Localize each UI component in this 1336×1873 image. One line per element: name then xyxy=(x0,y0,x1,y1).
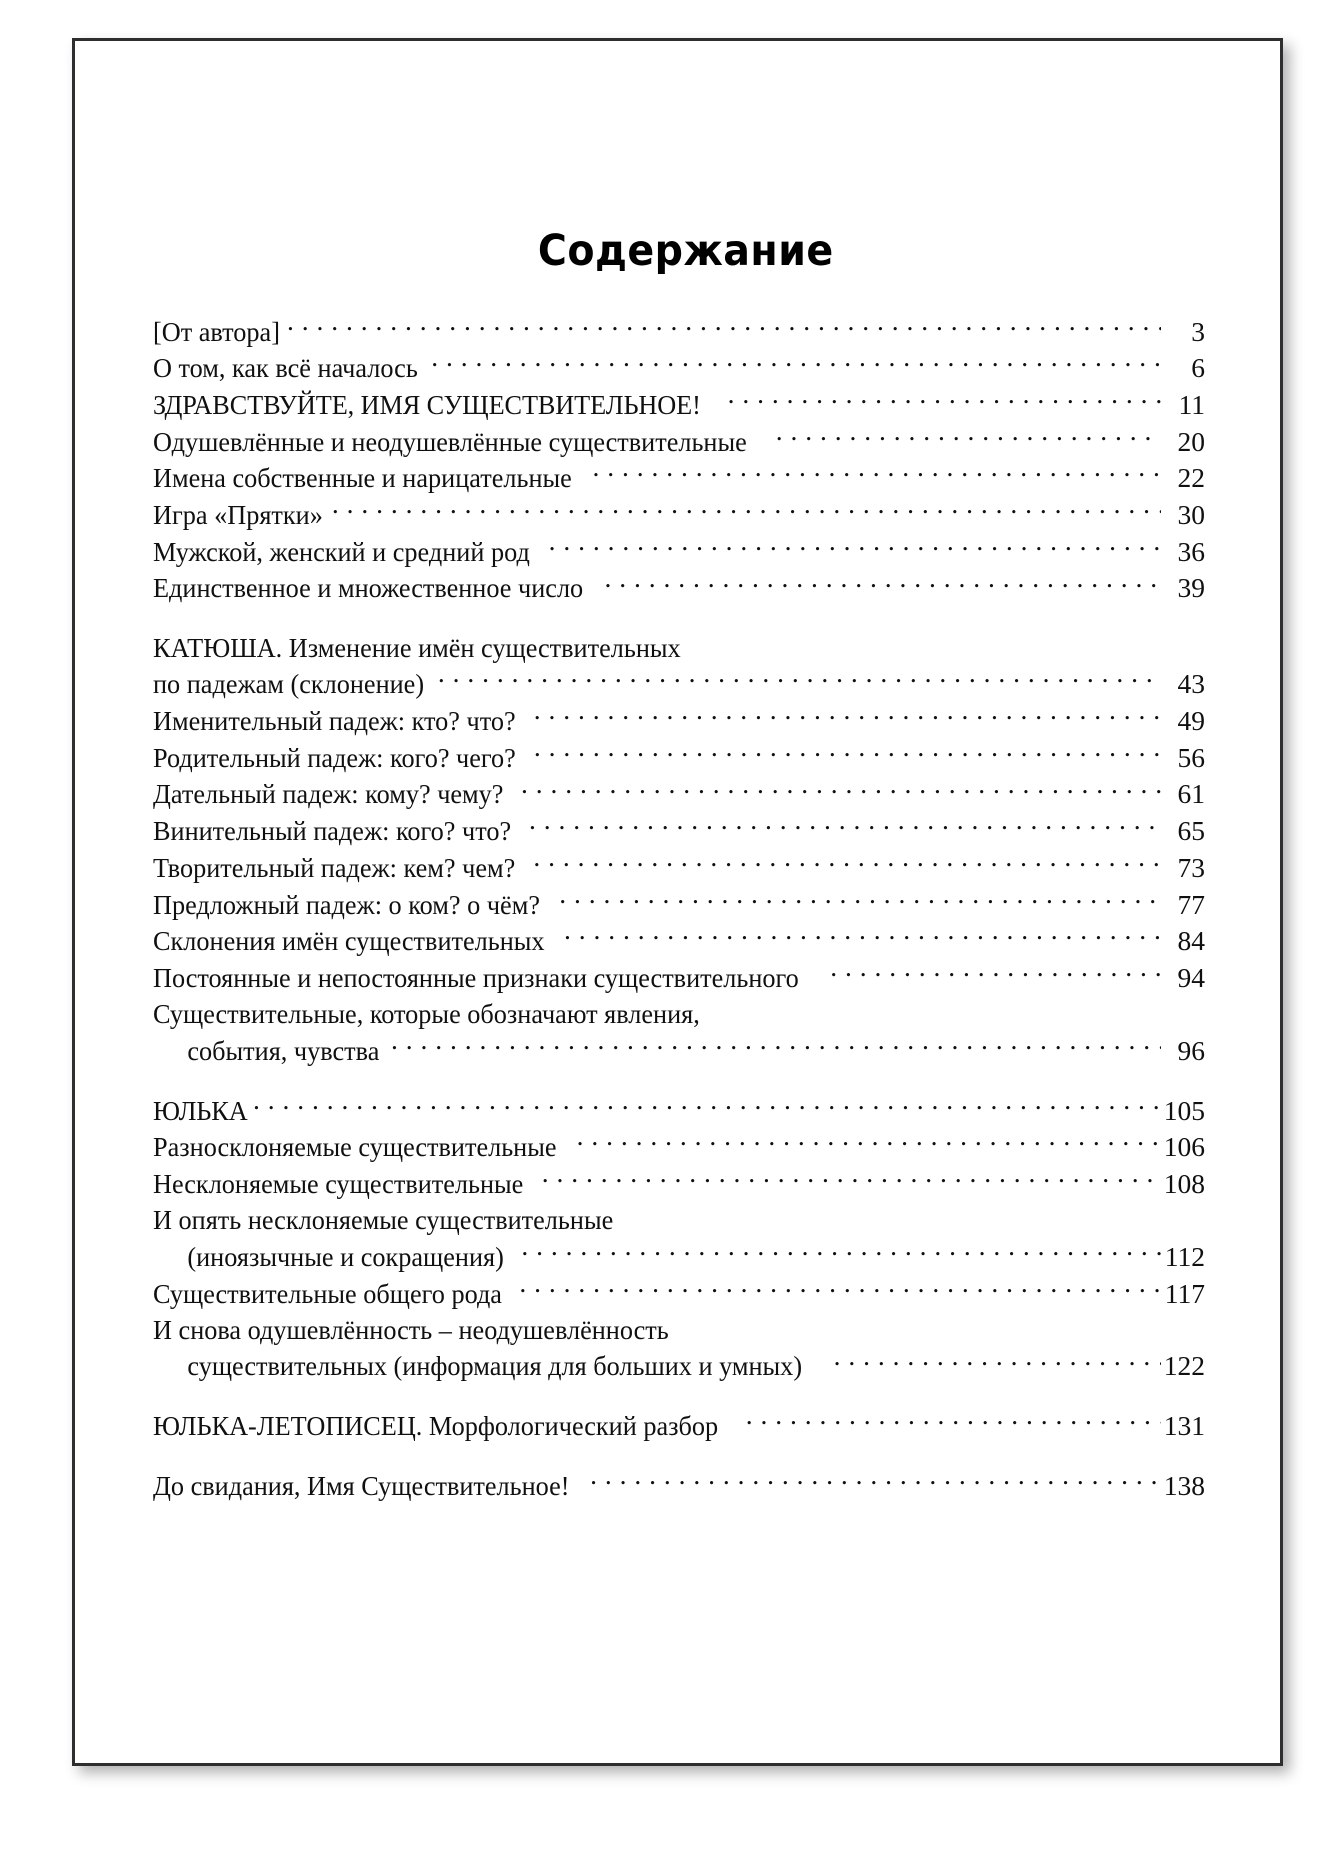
toc-entry-line-last xyxy=(153,1129,1205,1166)
toc-page-number: 36 xyxy=(1177,535,1205,567)
dot-leader xyxy=(542,1165,1161,1193)
toc-entry-line-last xyxy=(153,739,1205,776)
toc-entry[interactable] xyxy=(153,1092,1205,1129)
toc-page-number: 106 xyxy=(1163,1131,1205,1163)
page-title: Содержание xyxy=(537,226,834,276)
toc-page-number: 73 xyxy=(1177,851,1205,883)
toc-page-number: 122 xyxy=(1163,1350,1205,1382)
toc-entry[interactable] xyxy=(153,849,1205,886)
toc-entry[interactable] xyxy=(153,313,1205,350)
toc-entry-label: по падежам (склонение) xyxy=(153,668,425,700)
toc-page-number: 3 xyxy=(1191,315,1205,347)
toc-entry-label: события, чувства xyxy=(187,1034,380,1066)
toc-entry-label: Разносклоняемые существительные xyxy=(153,1131,557,1163)
dot-leader xyxy=(521,776,1161,804)
dot-leader xyxy=(577,1129,1161,1157)
toc-entry-label: Игра «Прятки» xyxy=(153,499,323,531)
toc-entry-line-last xyxy=(153,666,1205,703)
toc-entry-line-last xyxy=(153,570,1205,607)
dot-leader xyxy=(830,959,1161,987)
toc-entry-line-last xyxy=(153,386,1205,423)
toc-page-number: 96 xyxy=(1177,1034,1205,1066)
toc-entry-line-last xyxy=(153,423,1205,460)
toc-entry-line-last xyxy=(153,923,1205,960)
toc-entry[interactable] xyxy=(153,813,1205,850)
toc-entry-line-last xyxy=(153,313,1205,350)
toc-entry-line-last xyxy=(153,460,1205,497)
toc-entry-label: Существительные, которые обозначают явления, xyxy=(153,998,700,1030)
toc-entry[interactable] xyxy=(153,1202,1205,1275)
toc-entry-line xyxy=(153,1202,1205,1238)
dot-leader xyxy=(559,886,1161,914)
dot-leader xyxy=(521,1238,1161,1266)
toc-entry-label: [От автора] xyxy=(153,315,280,347)
toc-page-number: 20 xyxy=(1177,425,1205,457)
toc-entry-line-last xyxy=(153,533,1205,570)
dot-leader xyxy=(590,1467,1161,1495)
dot-leader xyxy=(529,813,1161,841)
toc-entry-line xyxy=(153,1312,1205,1348)
toc-entry-line-last xyxy=(153,1238,1205,1275)
toc-entry-label: Имена собственные и нарицательные xyxy=(153,462,572,494)
dot-leader xyxy=(564,923,1161,951)
toc-page-number: 30 xyxy=(1177,499,1205,531)
toc-page-number: 77 xyxy=(1177,888,1205,920)
toc-entry[interactable] xyxy=(153,1275,1205,1312)
dot-leader xyxy=(438,666,1161,694)
toc-entry-line xyxy=(153,630,1205,666)
toc-entry-label: ЮЛЬКА xyxy=(153,1094,248,1126)
toc-entry[interactable] xyxy=(153,460,1205,497)
dot-leader xyxy=(776,423,1161,451)
dot-leader xyxy=(604,570,1161,598)
dot-leader xyxy=(549,533,1161,561)
toc-entry-label: Винительный падеж: кого? что? xyxy=(153,815,512,847)
toc-entry[interactable] xyxy=(153,1129,1205,1166)
table-of-contents-list xyxy=(153,313,1205,1504)
toc-entry[interactable] xyxy=(153,630,1205,703)
toc-entry[interactable] xyxy=(153,533,1205,570)
toc-page-number: 117 xyxy=(1164,1277,1205,1309)
toc-entry[interactable] xyxy=(153,886,1205,923)
dot-leader xyxy=(287,313,1161,341)
toc-entry-label: Постоянные и непостоянные признаки существительного xyxy=(153,961,799,993)
toc-entry[interactable] xyxy=(153,1408,1205,1445)
toc-entry-label: Именительный падеж: кто? что? xyxy=(153,705,516,737)
toc-entry[interactable] xyxy=(153,497,1205,534)
toc-entry-label: ЗДРАВСТВУЙТЕ, ИМЯ СУЩЕСТВИТЕЛЬНОЕ! xyxy=(153,388,701,420)
toc-entry-label: существительных (информация для больших и умных) xyxy=(187,1350,803,1382)
toc-entry-label: (иноязычные и сокращения) xyxy=(187,1240,504,1272)
toc-entry-label: И снова одушевлённость – неодушевлённость xyxy=(153,1313,669,1345)
dot-leader xyxy=(728,386,1161,414)
toc-page-number: 112 xyxy=(1164,1240,1205,1272)
dot-leader xyxy=(431,350,1161,378)
toc-entry-label: Существительные общего рода xyxy=(153,1277,502,1309)
toc-page-number: 39 xyxy=(1177,572,1205,604)
toc-entry-line-last xyxy=(153,1165,1205,1202)
toc-page-number: 65 xyxy=(1177,815,1205,847)
page-content-area xyxy=(75,41,1280,1763)
toc-page-number: 61 xyxy=(1177,778,1205,810)
toc-entry-line-last xyxy=(153,813,1205,850)
book-page-sheet xyxy=(72,38,1283,1766)
toc-entry-line-last xyxy=(153,1032,1205,1069)
toc-entry-line-last xyxy=(153,1467,1205,1504)
toc-entry-line-last xyxy=(153,1408,1205,1445)
dot-leader xyxy=(391,1032,1161,1060)
toc-entry-label: Единственное и множественное число xyxy=(153,572,584,604)
toc-page-number: 56 xyxy=(1177,741,1205,773)
toc-entry-line-last xyxy=(153,1348,1205,1385)
toc-entry-line-last xyxy=(153,886,1205,923)
dot-leader xyxy=(534,703,1161,731)
toc-page-number: 105 xyxy=(1163,1094,1205,1126)
toc-entry-line xyxy=(153,996,1205,1032)
toc-page-number: 11 xyxy=(1178,388,1205,420)
toc-entry[interactable] xyxy=(153,959,1205,996)
dot-leader xyxy=(253,1092,1161,1120)
toc-entry-label: Творительный падеж: кем? чем? xyxy=(153,851,516,883)
toc-entry-label: ЮЛЬКА-ЛЕТОПИСЕЦ. Морфологический разбор xyxy=(153,1410,719,1442)
toc-entry[interactable] xyxy=(153,1467,1205,1504)
toc-page-number: 43 xyxy=(1177,668,1205,700)
toc-entry[interactable] xyxy=(153,703,1205,740)
toc-entry-label: Одушевлённые и неодушевлённые существительные xyxy=(153,425,747,457)
toc-entry-label: О том, как всё началось xyxy=(153,352,418,384)
dot-leader xyxy=(332,497,1161,525)
toc-entry-label: До свидания, Имя Существительное! xyxy=(153,1469,570,1501)
toc-entry-label: Мужской, женский и средний род xyxy=(153,535,530,567)
toc-entry[interactable] xyxy=(153,923,1205,960)
toc-entry[interactable] xyxy=(153,350,1205,387)
toc-entry[interactable] xyxy=(153,996,1205,1069)
toc-entry-line-last xyxy=(153,703,1205,740)
toc-entry[interactable] xyxy=(153,570,1205,607)
toc-entry-line-last xyxy=(153,1275,1205,1312)
toc-entry-label: Родительный падеж: кого? чего? xyxy=(153,741,516,773)
toc-entry[interactable] xyxy=(153,1312,1205,1385)
toc-entry-line-last xyxy=(153,1092,1205,1129)
toc-page-number: 138 xyxy=(1163,1469,1205,1501)
dot-leader xyxy=(534,739,1161,767)
toc-page-number: 6 xyxy=(1191,352,1205,384)
dot-leader xyxy=(834,1348,1161,1376)
toc-page-number: 131 xyxy=(1163,1410,1205,1442)
toc-entry[interactable] xyxy=(153,1165,1205,1202)
toc-entry[interactable] xyxy=(153,386,1205,423)
toc-entry-line-last xyxy=(153,849,1205,886)
dot-leader xyxy=(519,1275,1161,1303)
toc-entry-line-last xyxy=(153,776,1205,813)
toc-entry[interactable] xyxy=(153,423,1205,460)
dot-leader xyxy=(593,460,1161,488)
toc-entry-label: КАТЮША. Изменение имён существительных xyxy=(153,631,681,663)
toc-entry[interactable] xyxy=(153,776,1205,813)
toc-page-number: 84 xyxy=(1177,925,1205,957)
toc-page-number: 94 xyxy=(1177,961,1205,993)
dot-leader xyxy=(533,849,1161,877)
toc-page-number: 22 xyxy=(1177,462,1205,494)
toc-entry-label: Предложный падеж: о ком? о чём? xyxy=(153,888,540,920)
toc-entry[interactable] xyxy=(153,739,1205,776)
toc-entry-line-last xyxy=(153,959,1205,996)
toc-entry-label: Дательный падеж: кому? чему? xyxy=(153,778,504,810)
toc-entry-label: И опять несклоняемые существительные xyxy=(153,1204,614,1236)
toc-entry-line-last xyxy=(153,497,1205,534)
toc-page-number: 49 xyxy=(1177,705,1205,737)
toc-entry-label: Склонения имён существительных xyxy=(153,925,545,957)
toc-entry-line-last xyxy=(153,350,1205,387)
toc-page-number: 108 xyxy=(1163,1167,1205,1199)
dot-leader xyxy=(746,1408,1161,1436)
toc-entry-label: Несклоняемые существительные xyxy=(153,1167,524,1199)
